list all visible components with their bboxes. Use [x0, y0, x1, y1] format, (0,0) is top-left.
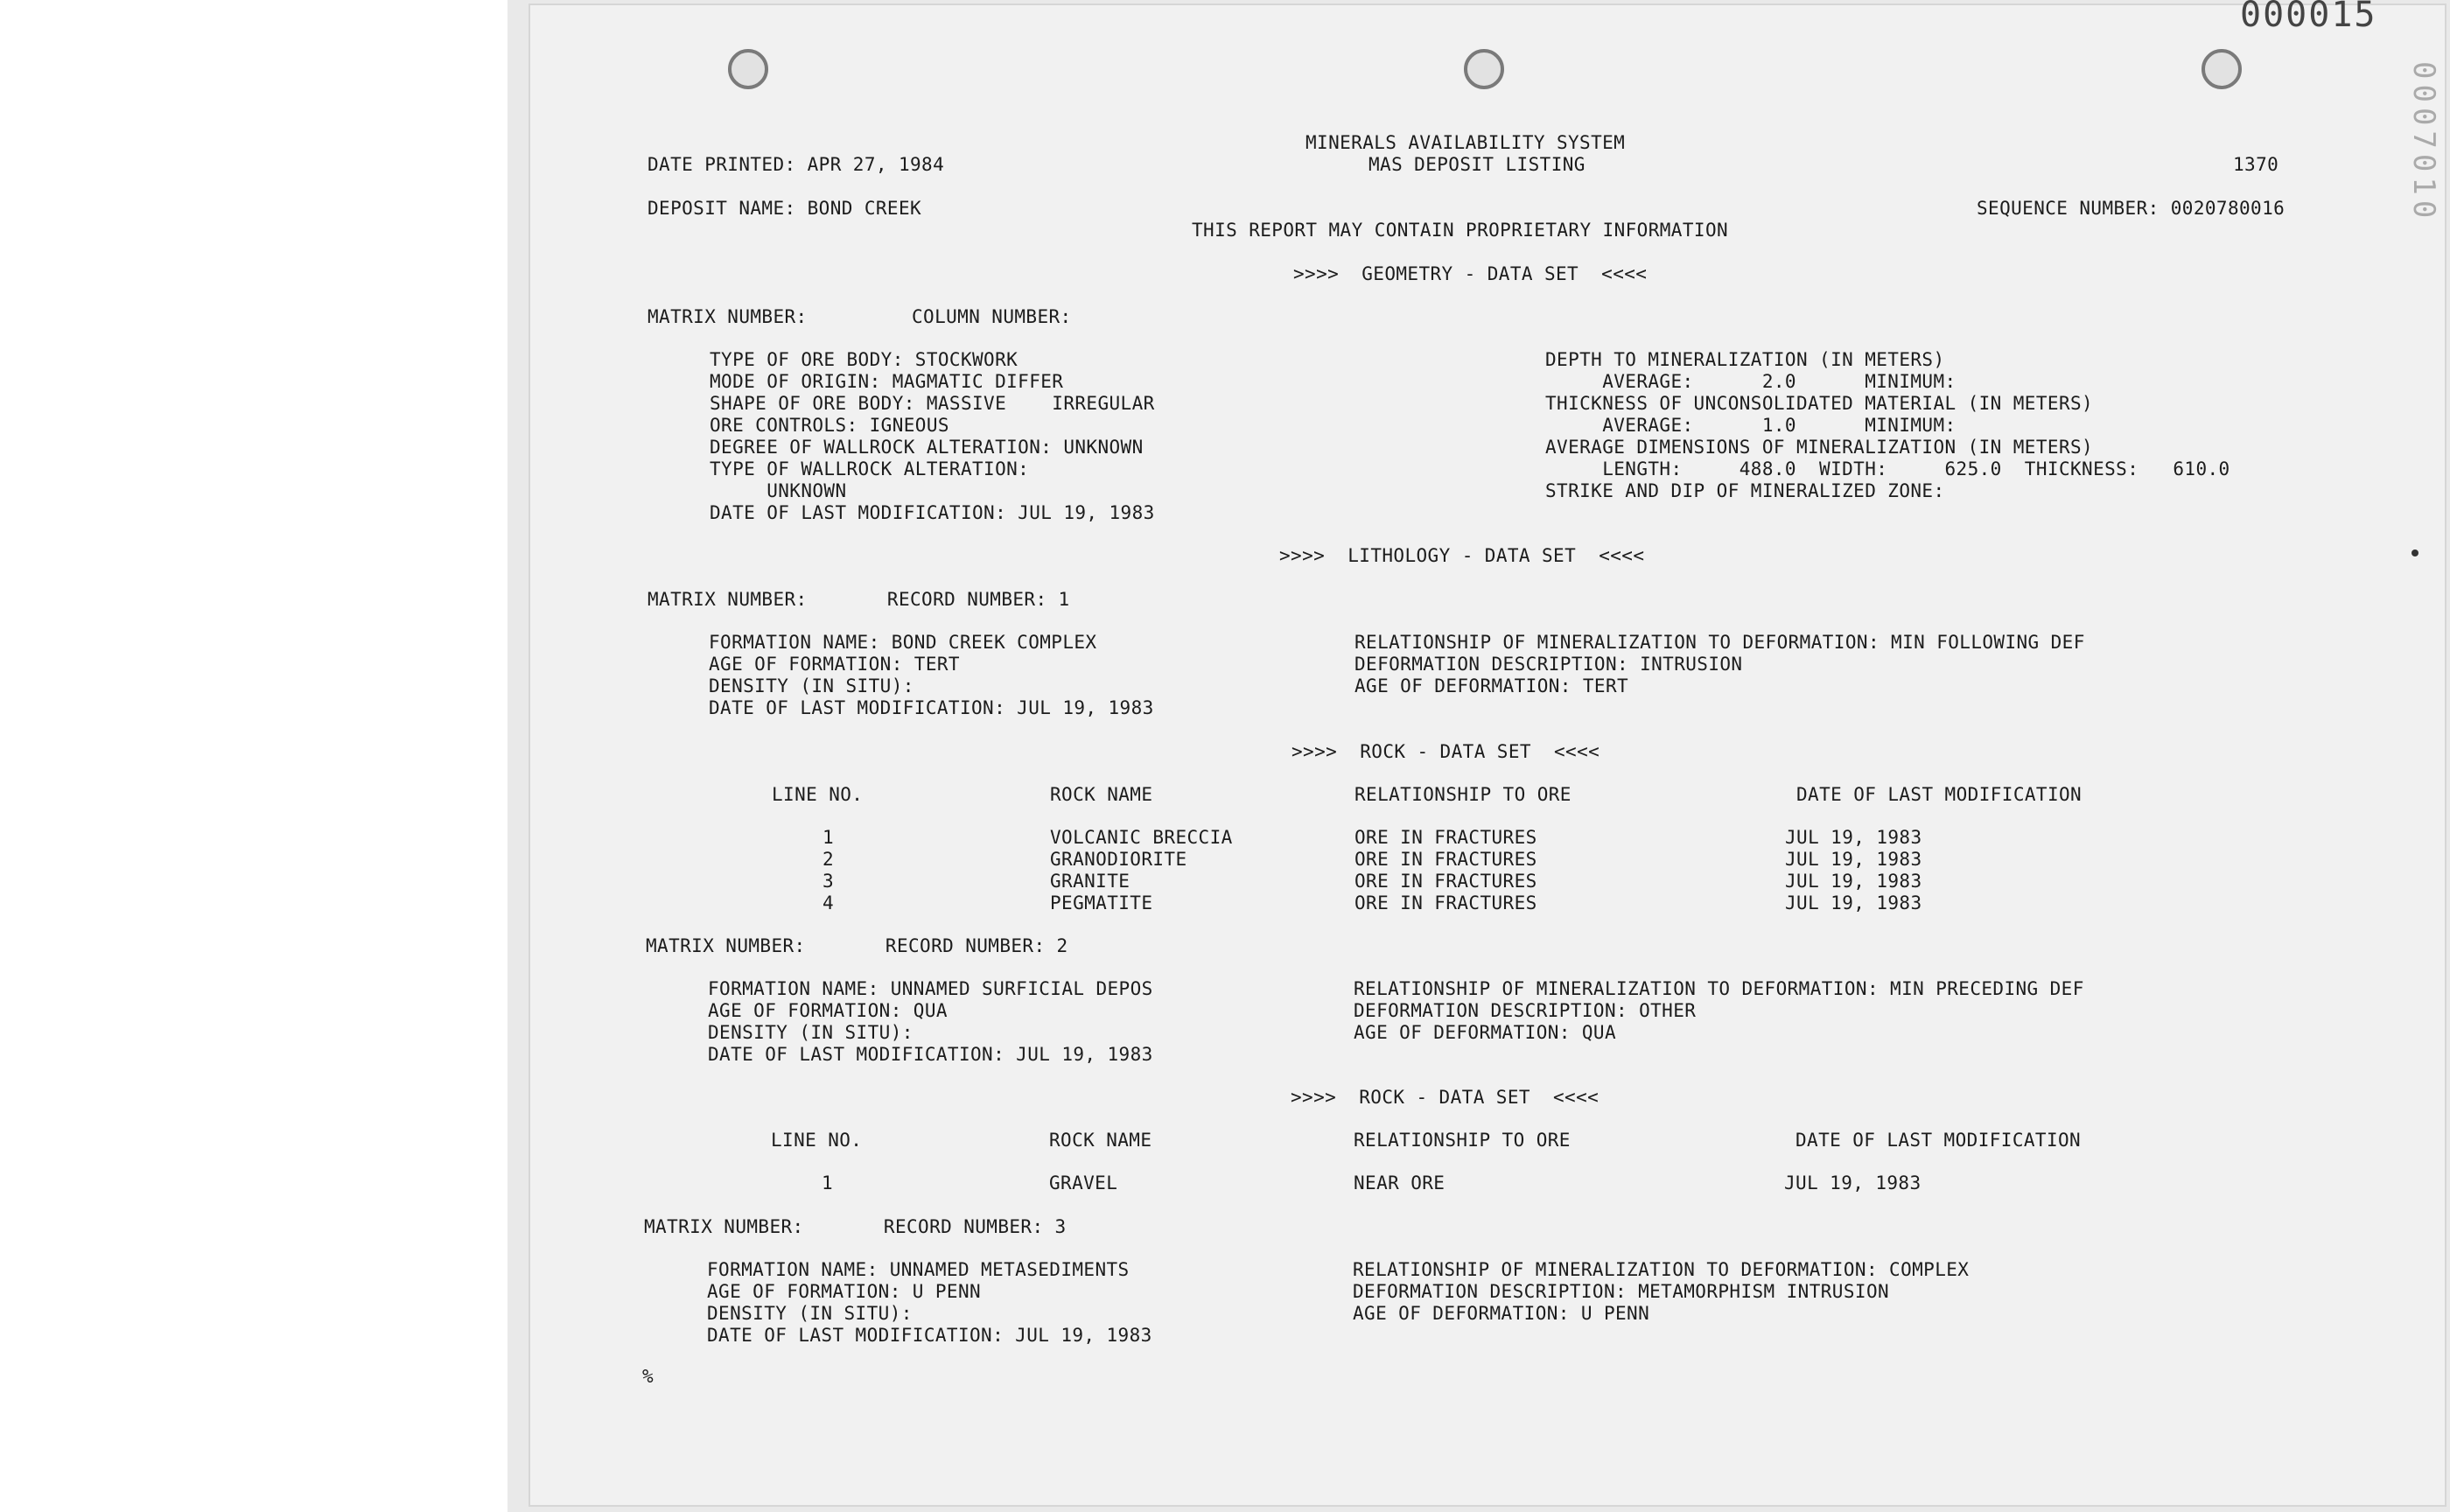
rock-name: PEGMATITE: [1050, 892, 1153, 914]
geometry-field: DEGREE OF WALLROCK ALTERATION: UNKNOWN: [710, 437, 1144, 458]
rock-col-header: RELATIONSHIP TO ORE: [1354, 784, 1572, 805]
rock-relationship: ORE IN FRACTURES: [1354, 871, 1537, 892]
rock-date: JUL 19, 1983: [1785, 871, 1922, 892]
rock-col-header: RELATIONSHIP TO ORE: [1354, 1130, 1571, 1151]
geometry-field: UNKNOWN: [710, 480, 847, 501]
geometry-field: DEPTH TO MINERALIZATION (IN METERS): [1545, 349, 1945, 370]
rock-date: JUL 19, 1983: [1785, 827, 1922, 848]
geometry-field: ORE CONTROLS: IGNEOUS: [710, 415, 949, 436]
rock-relationship: ORE IN FRACTURES: [1354, 849, 1537, 870]
geometry-field: STRIKE AND DIP OF MINERALIZED ZONE:: [1545, 480, 1945, 501]
rock-name: VOLCANIC BRECCIA: [1050, 827, 1233, 848]
rock-name: GRANODIORITE: [1050, 849, 1187, 870]
formation-field: DENSITY (IN SITU):: [708, 1022, 914, 1043]
deposit-name: DEPOSIT NAME: BOND CREEK: [648, 198, 922, 219]
rock-relationship: ORE IN FRACTURES: [1354, 892, 1537, 914]
rock-col-header: ROCK NAME: [1049, 1130, 1152, 1151]
record-matrix-line: MATRIX NUMBER: RECORD NUMBER: 3: [644, 1216, 1067, 1237]
geometry-field: AVERAGE DIMENSIONS OF MINERALIZATION (IN METERS): [1545, 437, 2094, 458]
matrix-number-label: MATRIX NUMBER:: [648, 306, 808, 327]
formation-field: FORMATION NAME: UNNAMED SURFICIAL DEPOS: [708, 978, 1153, 999]
geometry-field: TYPE OF ORE BODY: STOCKWORK: [710, 349, 1018, 370]
rock-col-header: LINE NO.: [772, 784, 864, 805]
page-number: 1370: [2233, 154, 2279, 175]
rock-line-no: 4: [822, 892, 835, 914]
rock-col-header: DATE OF LAST MODIFICATION: [1796, 784, 2082, 805]
speck-mark: [2412, 550, 2418, 556]
rock-col-header: LINE NO.: [771, 1130, 863, 1151]
formation-field: FORMATION NAME: UNNAMED METASEDIMENTS: [707, 1259, 1130, 1280]
rock-line-no: 2: [822, 849, 835, 870]
formation-field: AGE OF FORMATION: QUA: [708, 1000, 948, 1021]
rock-col-header: ROCK NAME: [1050, 784, 1153, 805]
formation-field: FORMATION NAME: BOND CREEK COMPLEX: [709, 632, 1097, 653]
page-stamp: 000015: [2240, 0, 2377, 35]
deformation-field: AGE OF DEFORMATION: U PENN: [1353, 1303, 1650, 1324]
rock-line-no: 3: [822, 871, 835, 892]
proprietary-notice: THIS REPORT MAY CONTAIN PROPRIETARY INFORMATION: [1192, 220, 1729, 241]
rock-line-no: 1: [822, 827, 835, 848]
deformation-field: DEFORMATION DESCRIPTION: OTHER: [1354, 1000, 1697, 1021]
formation-field: DATE OF LAST MODIFICATION: JUL 19, 1983: [707, 1325, 1152, 1346]
rock-date: JUL 19, 1983: [1785, 892, 1922, 914]
deformation-field: AGE OF DEFORMATION: QUA: [1354, 1022, 1616, 1043]
rock-relationship: ORE IN FRACTURES: [1354, 827, 1537, 848]
rock-name: GRANITE: [1050, 871, 1130, 892]
rock-heading: >>>> ROCK - DATA SET <<<<: [1291, 1087, 1600, 1108]
record-matrix-line: MATRIX NUMBER: RECORD NUMBER: 2: [646, 935, 1068, 956]
formation-field: DENSITY (IN SITU):: [709, 676, 914, 696]
rock-heading: >>>> ROCK - DATA SET <<<<: [1292, 741, 1600, 762]
geometry-heading: >>>> GEOMETRY - DATA SET <<<<: [1293, 263, 1648, 284]
formation-field: DENSITY (IN SITU):: [707, 1303, 913, 1324]
record-matrix-line: MATRIX NUMBER: RECORD NUMBER: 1: [648, 589, 1070, 610]
rock-date: JUL 19, 1983: [1785, 849, 1922, 870]
deformation-field: DEFORMATION DESCRIPTION: METAMORPHISM INTRUSION: [1353, 1281, 1890, 1302]
geometry-field: MODE OF ORIGIN: MAGMATIC DIFFER: [710, 371, 1064, 392]
geometry-field: TYPE OF WALLROCK ALTERATION:: [710, 458, 1030, 480]
punch-hole: [728, 49, 768, 89]
geometry-field: LENGTH: 488.0 WIDTH: 625.0 THICKNESS: 610.0: [1545, 458, 2230, 480]
footer-mark: %: [642, 1366, 654, 1387]
lithology-heading: >>>> LITHOLOGY - DATA SET <<<<: [1279, 545, 1645, 566]
rock-col-header: DATE OF LAST MODIFICATION: [1796, 1130, 2082, 1151]
deformation-field: DEFORMATION DESCRIPTION: INTRUSION: [1354, 654, 1743, 675]
sequence-number: SEQUENCE NUMBER: 0020780016: [1977, 198, 2286, 219]
geometry-field: DATE OF LAST MODIFICATION: JUL 19, 1983: [710, 502, 1155, 523]
formation-field: AGE OF FORMATION: U PENN: [707, 1281, 982, 1302]
rock-date: JUL 19, 1983: [1784, 1172, 1922, 1194]
rock-name: GRAVEL: [1049, 1172, 1118, 1194]
rock-relationship: NEAR ORE: [1354, 1172, 1446, 1194]
geometry-field: AVERAGE: 2.0 MINIMUM:: [1545, 371, 1956, 392]
punch-hole: [1464, 49, 1504, 89]
system-title: MINERALS AVAILABILITY SYSTEM: [1306, 132, 1626, 153]
formation-field: AGE OF FORMATION: TERT: [709, 654, 960, 675]
geometry-field: THICKNESS OF UNCONSOLIDATED MATERIAL (IN METERS): [1545, 393, 2094, 414]
formation-field: DATE OF LAST MODIFICATION: JUL 19, 1983: [709, 697, 1154, 718]
punch-hole: [2202, 49, 2242, 89]
deformation-field: RELATIONSHIP OF MINERALIZATION TO DEFORMATION: MIN FOLLOWING DEF: [1354, 632, 2085, 653]
rock-line-no: 1: [822, 1172, 834, 1194]
deformation-field: RELATIONSHIP OF MINERALIZATION TO DEFORMATION: MIN PRECEDING DEF: [1354, 978, 2084, 999]
deformation-field: RELATIONSHIP OF MINERALIZATION TO DEFORMATION: COMPLEX: [1353, 1259, 1970, 1280]
geometry-field: AVERAGE: 1.0 MINIMUM:: [1545, 415, 1956, 436]
date-printed: DATE PRINTED: APR 27, 1984: [648, 154, 945, 175]
formation-field: DATE OF LAST MODIFICATION: JUL 19, 1983: [708, 1044, 1153, 1065]
side-stamp: 0007010: [2406, 61, 2441, 224]
column-number-label: COLUMN NUMBER:: [912, 306, 1072, 327]
deformation-field: AGE OF DEFORMATION: TERT: [1354, 676, 1629, 696]
geometry-field: SHAPE OF ORE BODY: MASSIVE IRREGULAR: [710, 393, 1155, 414]
listing-title: MAS DEPOSIT LISTING: [1368, 154, 1586, 175]
